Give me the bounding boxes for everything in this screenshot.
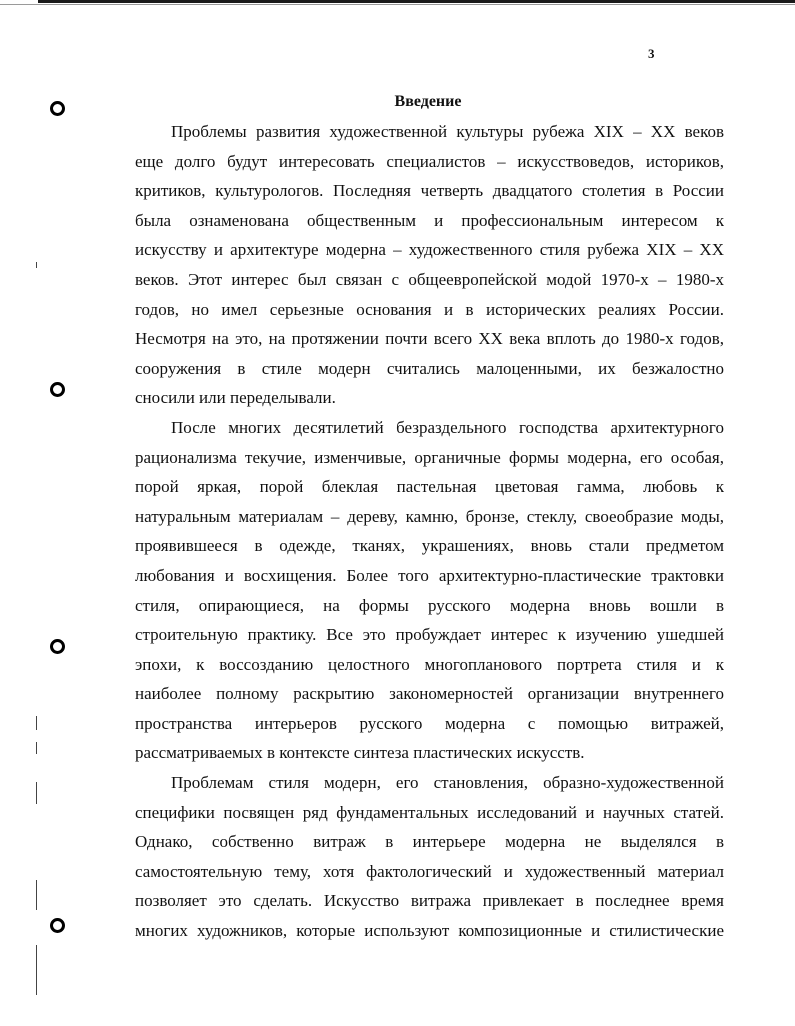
text-line: критиков, культурологов. Последняя четверть двадцатого столетия в России bbox=[135, 181, 724, 201]
text-line: проявившееся в одежде, тканях, украшениях, вновь стали предметом bbox=[135, 536, 724, 556]
text-line: Проблемам стиля модерн, его становления, образно-художественной bbox=[171, 773, 724, 793]
text-line: самостоятельную тему, хотя фактологический и художественный материал bbox=[135, 861, 724, 881]
text-line: рассматриваемых в контексте синтеза пластических искусств. bbox=[135, 743, 585, 763]
section-title: Введение bbox=[394, 93, 462, 110]
text-line: веков. Этот интерес был связан с общеевропейской модой 1970-х – 1980-х bbox=[135, 269, 724, 289]
binder-hole-icon bbox=[50, 639, 65, 654]
text-line: эпохи, к воссозданию целостного многопланового портрета стиля и к bbox=[135, 654, 724, 674]
text-line: была ознаменована общественным и профессиональным интересом к bbox=[135, 210, 724, 230]
text-line: пространства интерьеров русского модерна с помощью витражей, bbox=[135, 713, 724, 733]
text-line: искусству и архитектуре модерна – художественного стиля рубежа XIX – XX bbox=[135, 240, 724, 260]
text-line: рационализма текучие, изменчивые, органичные формы модерна, его особая, bbox=[135, 447, 724, 467]
text-line: сооружения в стиле модерн считались малоценными, их безжалостно bbox=[135, 358, 724, 378]
text-line: После многих десятилетий безраздельного господства архитектурного bbox=[171, 417, 724, 437]
text-line: Проблемы развития художественной культуры рубежа XIX – XX веков bbox=[171, 122, 724, 141]
text-line: позволяет это сделать. Искусство витража привлекает в последнее время bbox=[135, 891, 724, 911]
text-line: специфики посвящен ряд фундаментальных исследований и научных статей. bbox=[135, 802, 724, 822]
body-text bbox=[135, 117, 724, 946]
margin-mark bbox=[36, 782, 37, 804]
binder-hole-icon bbox=[50, 101, 65, 116]
margin-mark bbox=[36, 880, 37, 910]
text-line: Однако, собственно витраж в интерьере модерна не выделялся в bbox=[135, 832, 724, 852]
text-line: любования и восхищения. Более того архитектурно-пластические трактовки bbox=[135, 565, 724, 585]
text-line: еще долго будут интересовать специалистов – искусствоведов, историков, bbox=[135, 151, 724, 171]
text-line: годов, но имел серьезные основания и в исторических реалиях России. bbox=[135, 299, 724, 319]
text-line: строительную практику. Все это пробуждает интерес к изучению ушедшей bbox=[135, 625, 724, 645]
text-line: Несмотря на это, на протяжении почти всего XX века вплоть до 1980-х годов, bbox=[135, 329, 724, 349]
page-number: 3 bbox=[648, 46, 655, 61]
text-line: стиля, опирающиеся, на формы русского модерна вновь вошли в bbox=[135, 595, 724, 615]
binder-hole-icon bbox=[50, 382, 65, 397]
margin-mark bbox=[36, 262, 37, 268]
binder-hole-icon bbox=[50, 918, 65, 933]
scan-top-edge-line bbox=[0, 4, 795, 5]
margin-mark bbox=[36, 716, 37, 730]
text-line: многих художников, которые используют композиционные и стилистические bbox=[135, 921, 724, 941]
margin-mark bbox=[36, 945, 37, 995]
text-line: наиболее полному раскрытию закономерностей организации внутреннего bbox=[135, 684, 724, 704]
text-line: натуральным материалам – дереву, камню, бронзе, стеклу, своеобразие моды, bbox=[135, 506, 724, 526]
scan-top-edge bbox=[38, 0, 795, 3]
text-line: порой яркая, порой блеклая пастельная цветовая гамма, любовь к bbox=[135, 477, 724, 497]
text-line: сносили или переделывали. bbox=[135, 388, 336, 408]
margin-mark bbox=[36, 742, 37, 754]
